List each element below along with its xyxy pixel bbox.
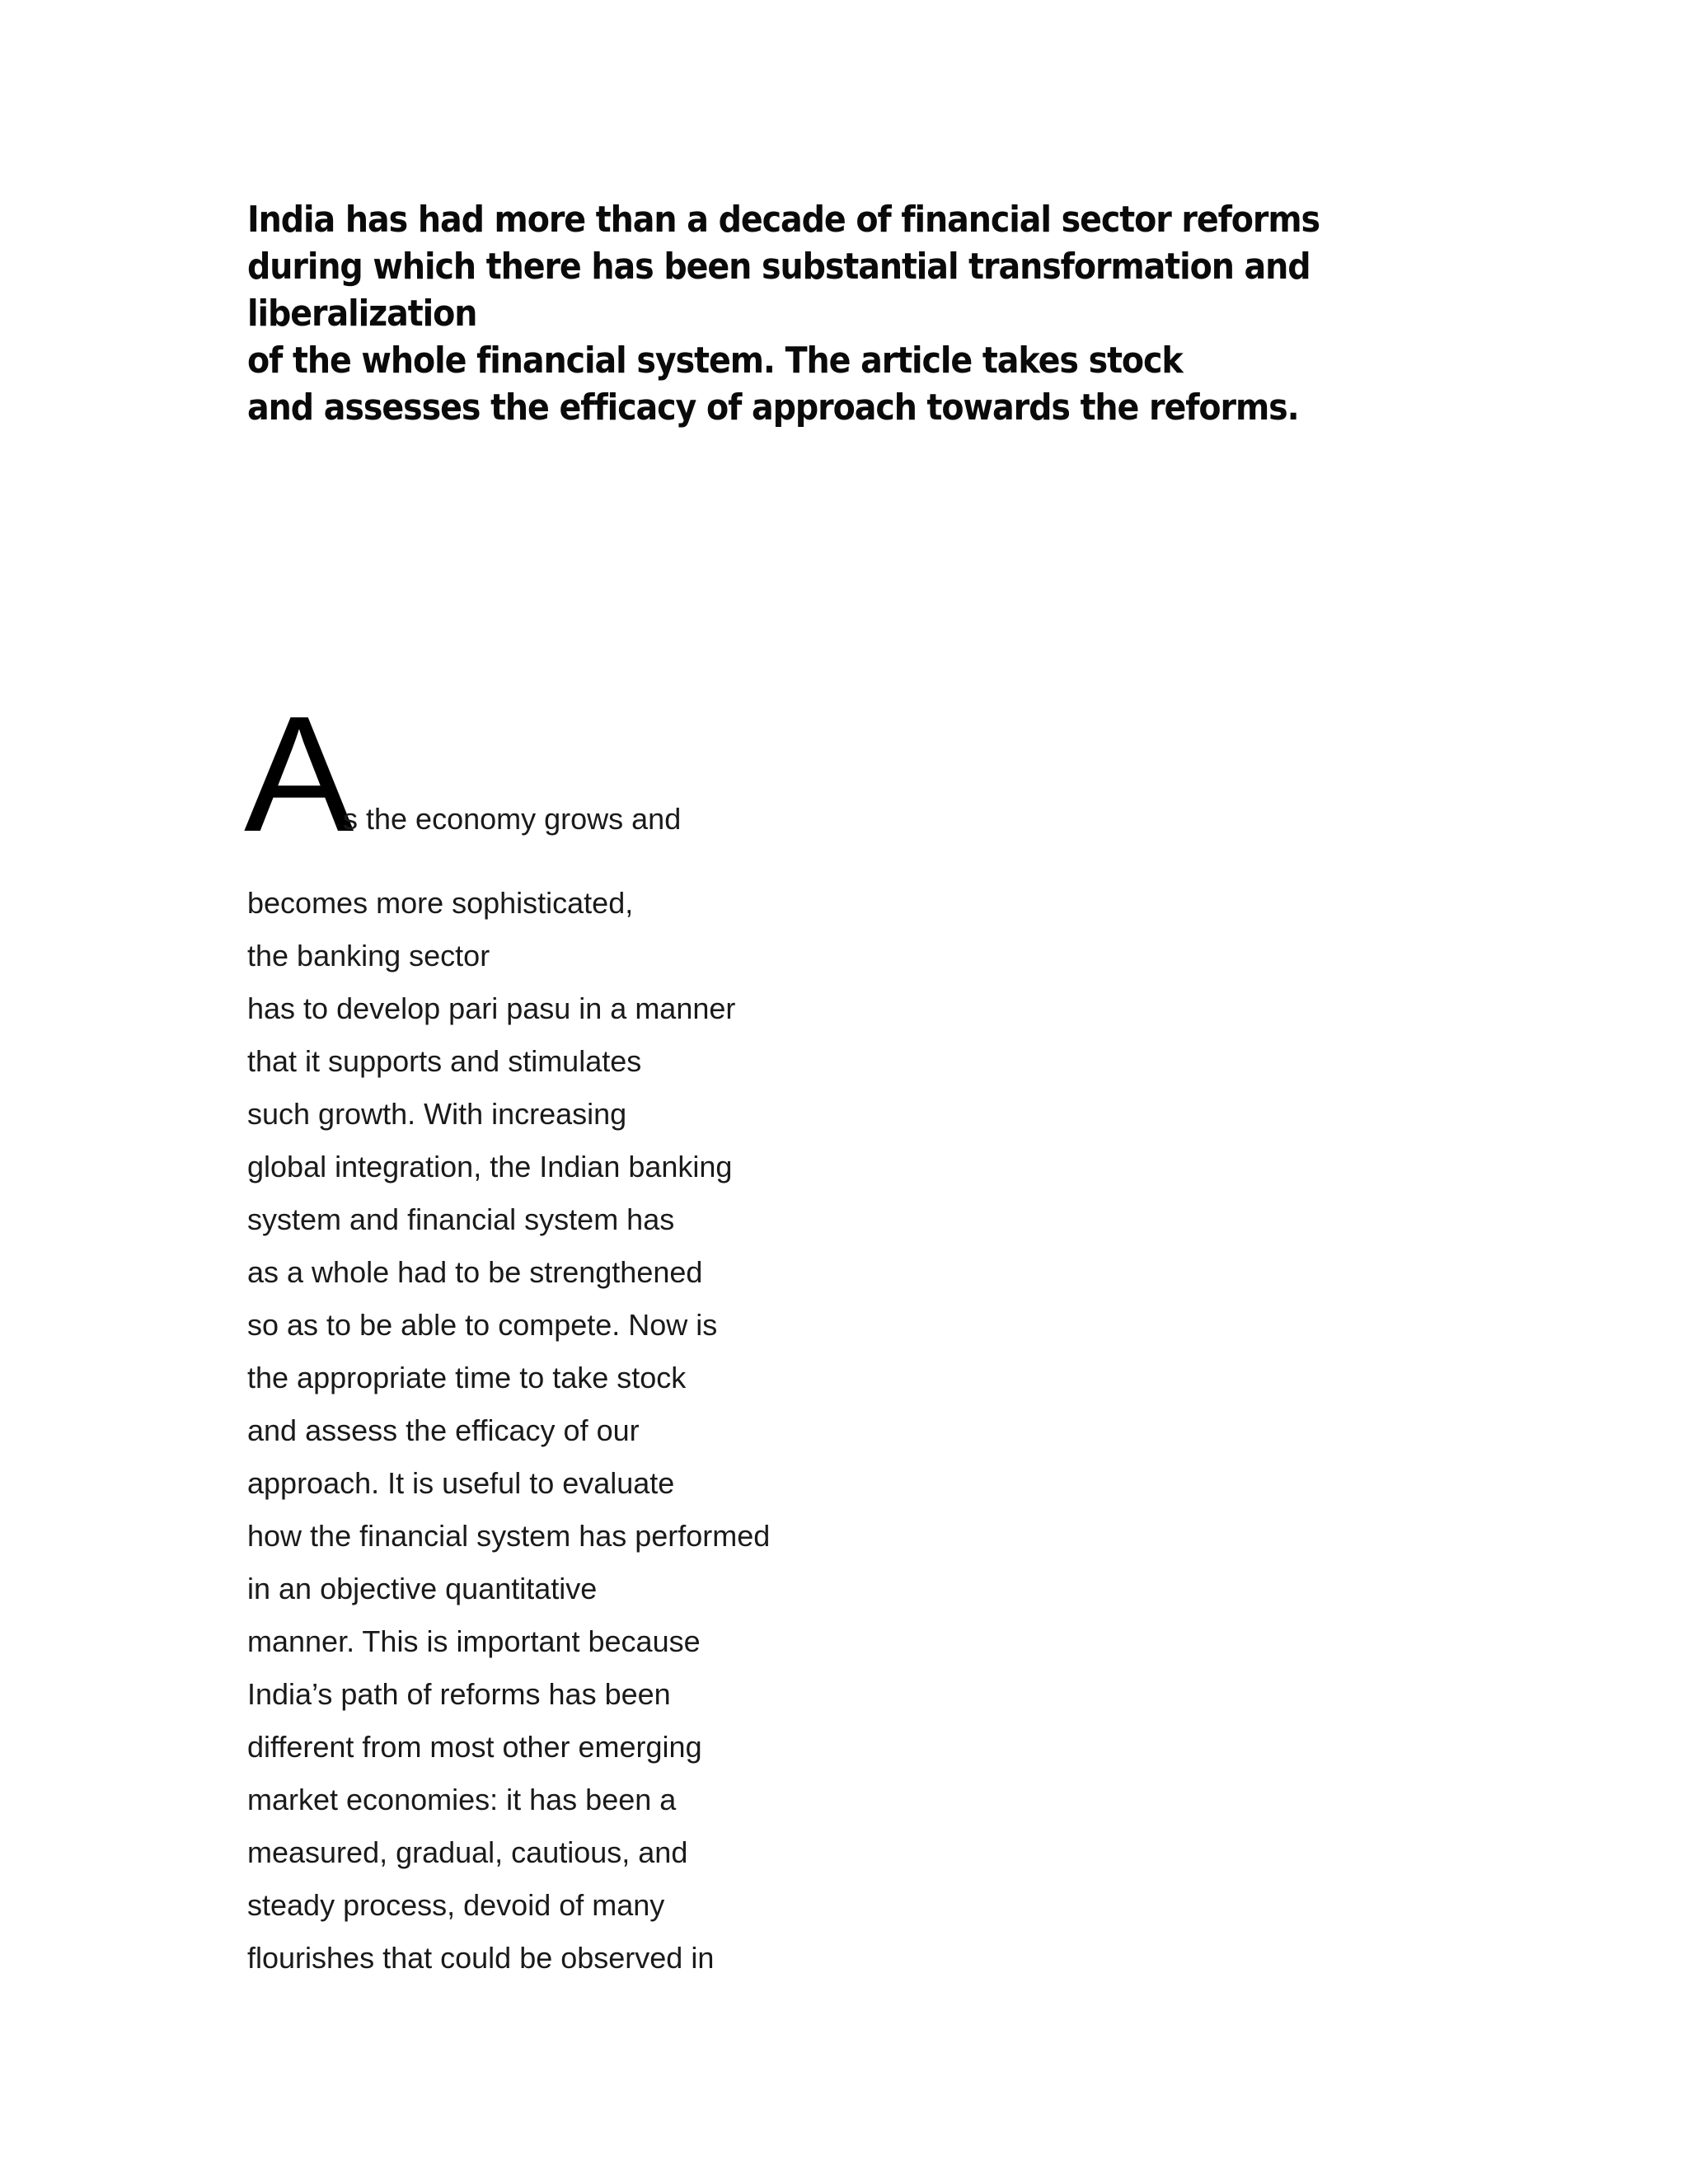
opening-line-text: s the economy grows and <box>343 802 682 836</box>
standfirst-line: during which there has been substantial transformation and <box>247 246 1311 288</box>
body-line: and assess the efficacy of our <box>247 1413 640 1447</box>
body-line: the banking sector <box>247 939 490 972</box>
body-line: India’s path of reforms has been <box>247 1677 671 1711</box>
body-line: flourishes that could be observed in <box>247 1941 715 1975</box>
body-line: such growth. With increasing <box>247 1097 627 1131</box>
body-line: steady process, devoid of many <box>247 1888 665 1922</box>
body-line: manner. This is important because <box>247 1624 701 1658</box>
body-line: in an objective quantitative <box>247 1572 598 1605</box>
drop-cap: A <box>244 682 354 866</box>
body-line: how the financial system has performed <box>247 1519 771 1553</box>
body-line: that it supports and stimulates <box>247 1044 642 1078</box>
body-line: so as to be able to compete. Now is <box>247 1308 718 1342</box>
body-line: becomes more sophisticated, <box>247 886 634 920</box>
standfirst-line: and assesses the efficacy of approach towards the reforms. <box>247 387 1299 429</box>
article-paragraph <box>247 887 770 1994</box>
body-line: measured, gradual, cautious, and <box>247 1835 688 1869</box>
body-line: has to develop pari pasu in a manner <box>247 991 736 1025</box>
body-line: the appropriate time to take stock <box>247 1361 687 1394</box>
body-line: different from most other emerging <box>247 1730 702 1764</box>
standfirst-line: liberalization <box>247 293 477 335</box>
body-line: system and financial system has <box>247 1202 675 1236</box>
article-standfirst <box>247 196 1320 431</box>
body-line: global integration, the Indian banking <box>247 1150 733 1183</box>
body-line: market economies: it has been a <box>247 1783 677 1816</box>
body-line: approach. It is useful to evaluate <box>247 1466 675 1500</box>
standfirst-line: India has had more than a decade of financial sector reforms <box>247 199 1320 241</box>
standfirst-line: of the whole financial system. The article takes stock <box>247 340 1183 382</box>
body-line: as a whole had to be strengthened <box>247 1255 703 1289</box>
